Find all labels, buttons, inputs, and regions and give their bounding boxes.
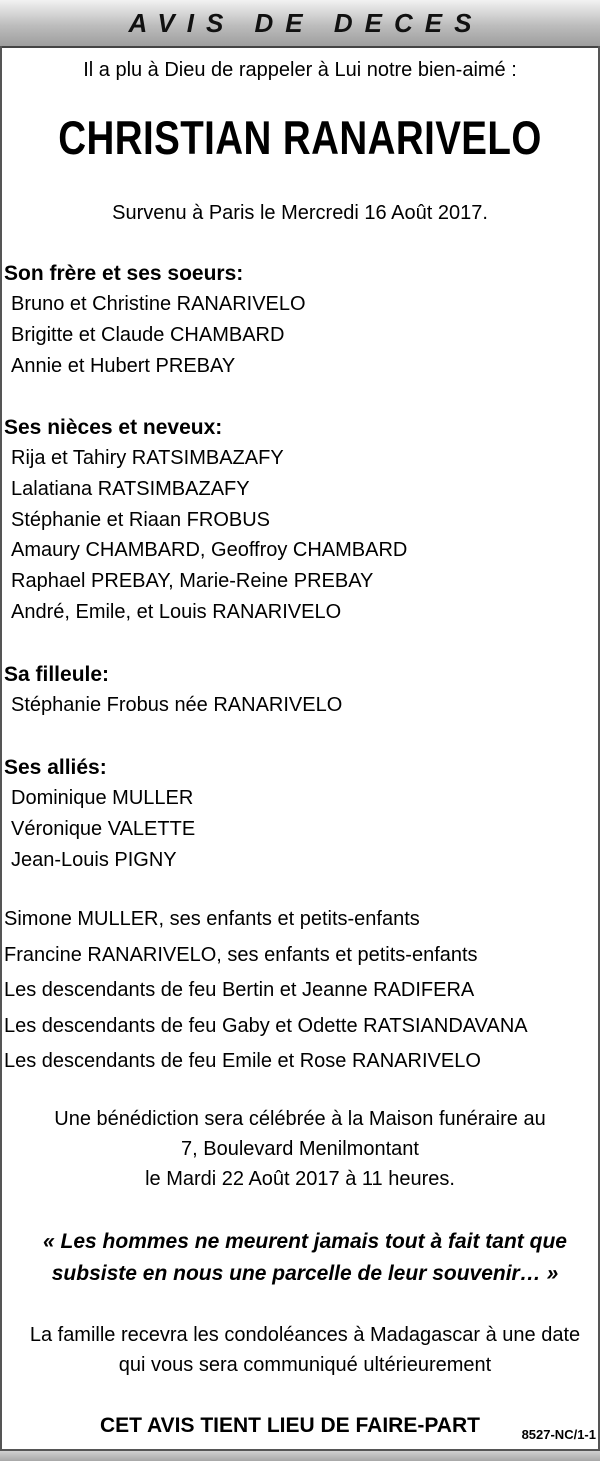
family-line: Les descendants de feu Gaby et Odette RATSIANDAVANA <box>4 1014 528 1037</box>
list-item: Bruno et Christine RANARIVELO <box>11 293 306 315</box>
closing-statement: CET AVIS TIENT LIEU DE FAIRE-PART <box>100 1414 480 1437</box>
memorial-quote <box>0 1226 600 1290</box>
list-item: Raphael PREBAY, Marie-Reine PREBAY <box>11 570 374 593</box>
footer-bar <box>0 1451 600 1461</box>
list-item: Brigitte et Claude CHAMBARD <box>11 323 285 346</box>
family-line: Francine RANARIVELO, ses enfants et petits-enfants <box>4 943 478 966</box>
list-item: Véronique VALETTE <box>11 817 196 840</box>
deceased-name: CHRISTIAN RANARIVELO <box>58 111 542 164</box>
section-heading: Ses nièces et neveux: <box>4 416 223 439</box>
list-item: Amaury CHAMBARD, Geoffroy CHAMBARD <box>11 539 408 562</box>
list-item: Annie et Hubert PREBAY <box>11 354 236 377</box>
list-item: Dominique MULLER <box>11 787 194 809</box>
ceremony-address: 7, Boulevard Menilmontant <box>181 1138 419 1160</box>
quote-line: « Les hommes ne meurent jamais tout à fait tant que <box>43 1230 567 1253</box>
extended-family-list <box>4 902 598 1080</box>
family-line: Les descendants de feu Bertin et Jeanne RADIFERA <box>4 979 475 1002</box>
section-heading: Sa filleule: <box>4 663 110 686</box>
list-item: Stéphanie Frobus née RANARIVELO <box>11 694 343 716</box>
list-item: André, Emile, et Louis RANARIVELO <box>11 600 342 623</box>
section-heading: Son frère et ses soeurs: <box>4 262 244 285</box>
ceremony-line: Une bénédiction sera célébrée à la Maison funéraire au <box>54 1108 546 1130</box>
condolences-line: La famille recevra les condoléances à Madagascar à une date <box>29 1324 581 1346</box>
notice-title: AVIS DE DECES <box>128 7 484 38</box>
condolences-line: qui vous sera communiqué ultérieurement <box>118 1354 492 1376</box>
ceremony-details <box>0 1104 600 1194</box>
ceremony-date: le Mardi 22 Août 2017 à 11 heures. <box>145 1168 455 1190</box>
list-item: Rija et Tahiry RATSIMBAZAFY <box>11 447 284 469</box>
list-item: Stéphanie et Riaan FROBUS <box>11 508 271 531</box>
quote-line: subsiste en nous une parcelle de leur souvenir… » <box>51 1262 559 1285</box>
intro-text: Il a plu à Dieu de rappeler à Lui notre bien-aimé : <box>83 59 517 81</box>
section-nieces-nephews <box>4 412 594 628</box>
condolences-note <box>0 1320 600 1380</box>
list-item: Lalatiana RATSIMBAZAFY <box>11 477 250 500</box>
reference-code: 8527-NC/1-1 <box>521 1427 596 1442</box>
section-in-laws <box>4 752 594 875</box>
section-goddaughter <box>4 659 594 721</box>
header-banner <box>0 0 600 48</box>
death-details: Survenu à Paris le Mercredi 16 Août 2017. <box>112 202 488 224</box>
family-line: Les descendants de feu Emile et Rose RANARIVELO <box>4 1050 481 1073</box>
section-heading: Ses alliés: <box>4 756 107 779</box>
family-line: Simone MULLER, ses enfants et petits-enfants <box>4 908 420 930</box>
list-item: Jean-Louis PIGNY <box>11 848 177 871</box>
section-siblings <box>4 258 594 381</box>
